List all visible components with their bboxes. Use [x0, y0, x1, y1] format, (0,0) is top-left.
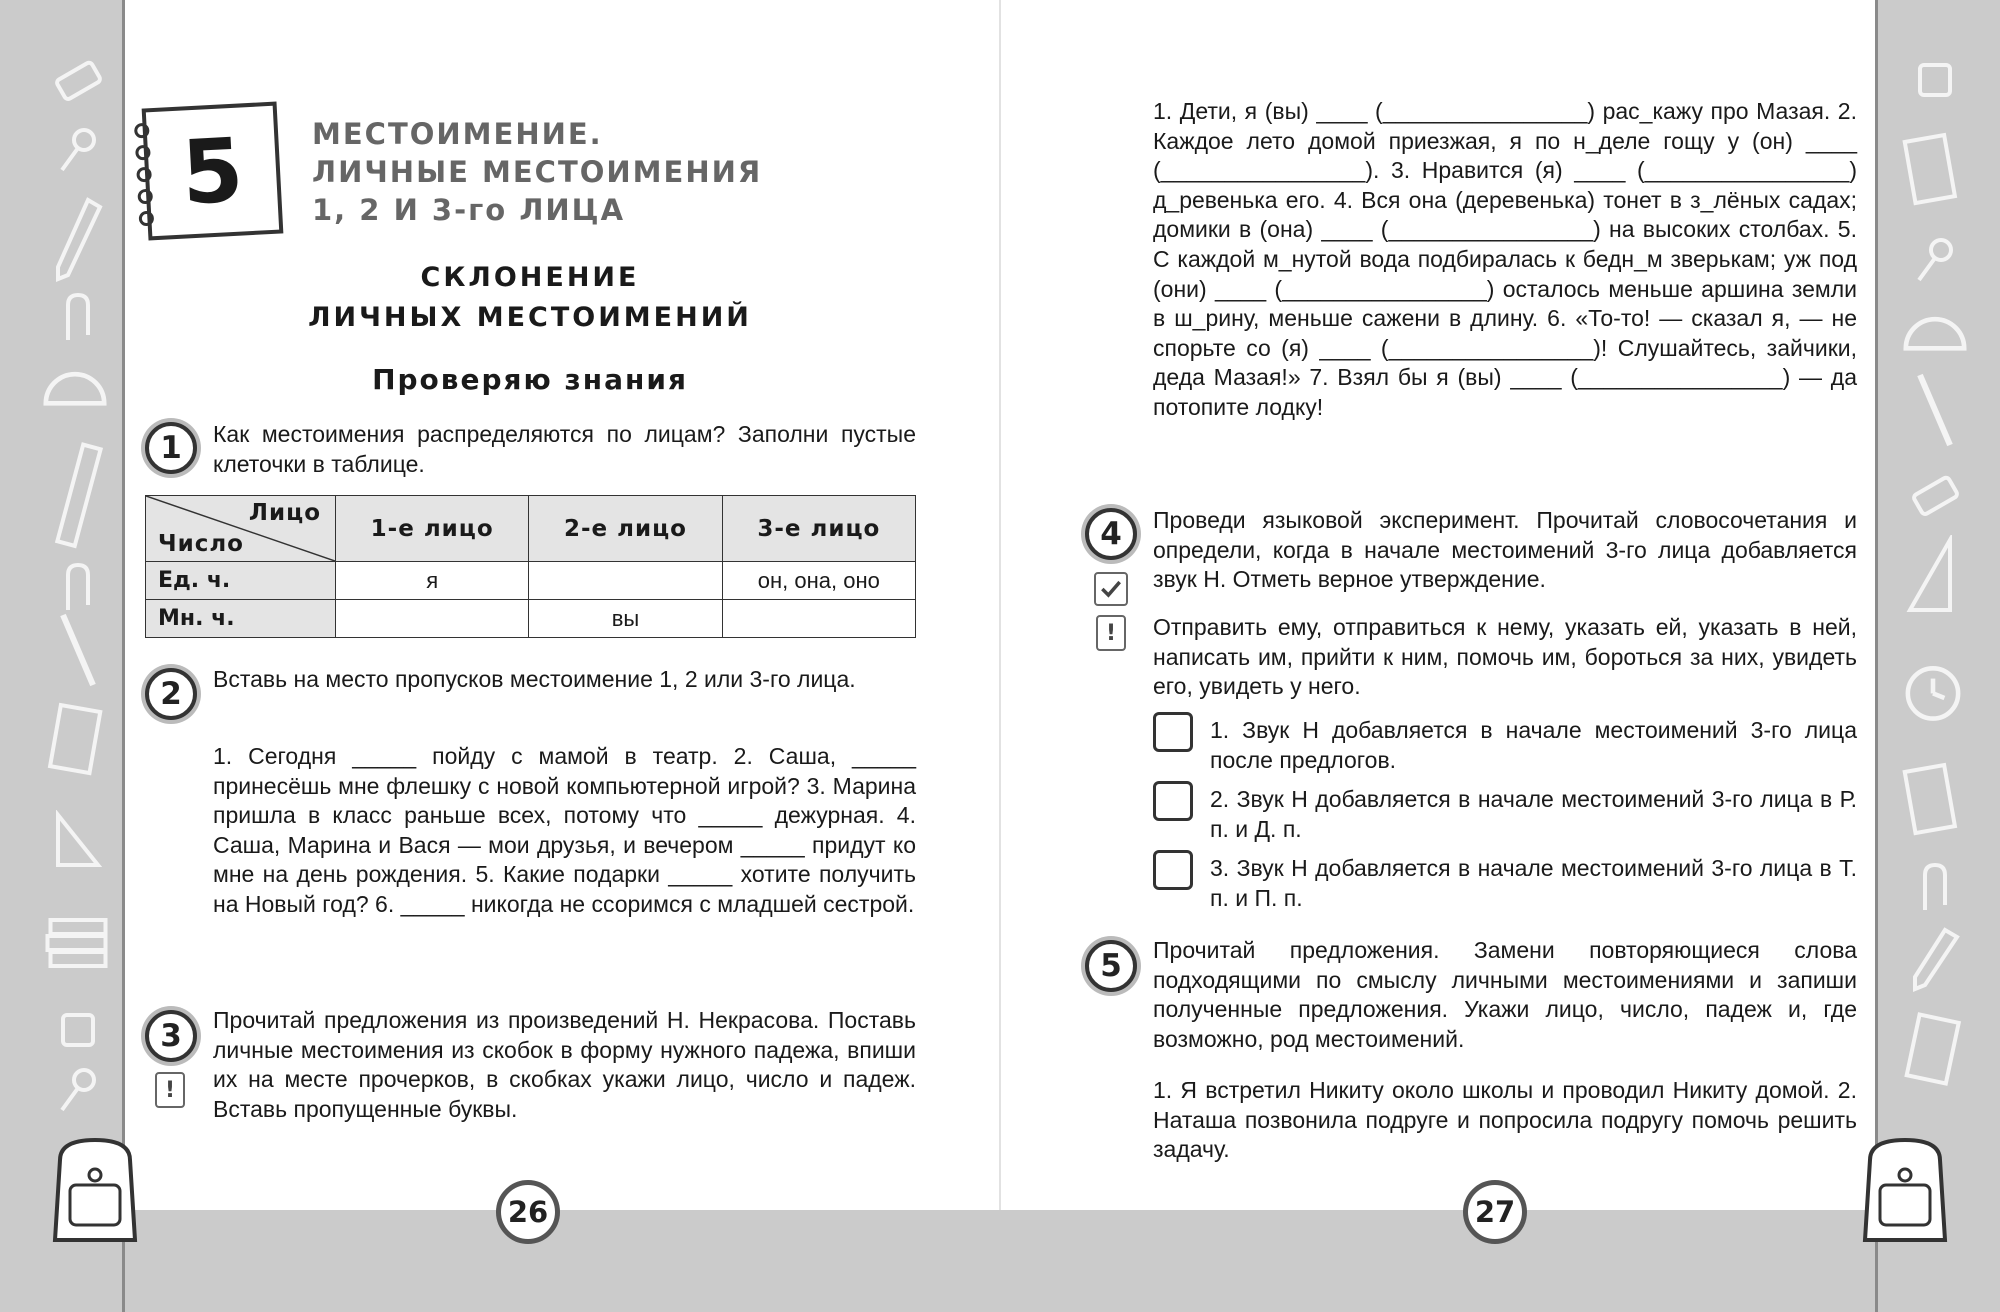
exclamation-icon-2: ! [1096, 615, 1126, 651]
table-corner-cell [146, 496, 336, 562]
table-cell-empty[interactable] [336, 600, 529, 638]
row-label-plural: Мн. ч. [146, 600, 336, 638]
ruler-icon [48, 440, 108, 550]
task5-exercise-text: 1. Я встретил Никиту около школы и проводил Никиту домой. 2. Наташа позвонила подруге и попросила подругу помочь решить задачу. [1153, 1077, 1857, 1163]
eraser-icon-r [1905, 465, 1965, 525]
table-cell-empty[interactable] [722, 600, 915, 638]
page-number-right: 27 [1463, 1180, 1527, 1244]
task2-instruction: Вставь на место пропусков местоимение 1, 2 или 3-го лица. [213, 666, 856, 692]
option-checkbox-1[interactable] [1153, 712, 1193, 752]
task4-examples: Отправить ему, отправиться к нему, указать ей, указать в ней, написать им, прийти к ним, помочь им, бороться за них, увидеть его, увидеть у него. [1153, 614, 1857, 700]
section-title-line-2: ЛИЧНЫХ МЕСТОИМЕНИЙ [308, 302, 752, 333]
sharpener-icon-r [1905, 50, 1965, 110]
notebook-icon [45, 700, 105, 780]
pen-icon-r [1905, 370, 1965, 450]
paperclip-icon [48, 290, 108, 350]
books-icon [40, 910, 115, 970]
task-number-5: 5 [1085, 940, 1137, 992]
sharpener-icon [48, 1000, 108, 1060]
table-cell: он, она, оно [722, 562, 915, 600]
task1-instruction: Как местоимения распределяются по лицам? Заполни пустые клеточки в таблице. [213, 421, 916, 477]
header-1st-person: 1-е лицо [336, 496, 529, 562]
header-2nd-person: 2-е лицо [529, 496, 722, 562]
task3-instruction: Прочитай предложения из произведений Н. Некрасова. Поставь личные местоимения из скобок в форму нужного падежа, впиши их на месте прочерков, в скобках укажи лицо, число и падеж. Вставь пропущенные буквы. [213, 1007, 916, 1122]
chapter-number: 5 [179, 117, 246, 225]
protractor-icon [40, 345, 110, 415]
option-1-text: 1. Звук Н добавляется в начале местоимений 3-го лица после предлогов. [1210, 717, 1857, 773]
book-spine [999, 0, 1001, 1210]
table-row [146, 600, 916, 638]
notebook-icon-r2 [1900, 760, 1960, 840]
task-number-3: 3 [145, 1010, 197, 1062]
page-number-left: 26 [496, 1180, 560, 1244]
task-number-2: 2 [145, 668, 197, 720]
chapter-title-line-1: МЕСТОИМЕНИЕ. [312, 117, 603, 151]
corner-label-number: Число [158, 531, 244, 557]
row-label-singular: Ед. ч. [146, 562, 336, 600]
triangle-ruler-icon [48, 810, 108, 870]
pencil-icon-r [1905, 925, 1965, 995]
task2-exercise-text: 1. Сегодня _____ пойду с мамой в театр. 2. Саша, _____ принесёшь мне флешку с новой компьютерной игрой? 3. Марина пришла в класс раньше всех, потому что _____ дежурная. 4. Саша, Марина и Вася — мои друзья, и вечером _____ придут ко мне на день рождения. 5. Какие подарки _____ хотите получить на Новый год? 6. _____ никогда не ссоримся с младшей сестрой. [213, 743, 916, 917]
pushpin-icon [48, 120, 108, 180]
backpack-icon-right [1850, 1130, 1960, 1250]
table-header-row [146, 496, 916, 562]
table-cell: я [336, 562, 529, 600]
task-number-4: 4 [1085, 508, 1137, 560]
page-bottom-margin [125, 1210, 1875, 1312]
chapter-title [312, 115, 762, 229]
notebook-icon-r [1900, 130, 1960, 210]
section-title-line-1: СКЛОНЕНИЕ [420, 262, 640, 293]
option-checkbox-3[interactable] [1153, 850, 1193, 890]
task3-exercise-text: 1. Дети, я (вы) ____ (________________) рас_кажу про Мазая. 2. Каждое лето домой приезжая, я по н_деле гощу у (он) ____ (________________). 3. Нравится (я) ____ (________________) д_ревенька его. 4. Вся она (деревенька) тонет в з_лёных садах; домики в (она) ____ (________________) на высоких столбах. 5. С каждой м_нутой вода подбиралась к бедн_м зверькам; уж под (они) ____ (________________) осталось меньше аршина земли в ш_рину, меньше сажени в длину. 6. «То-то! — сказал я, — не спорьте со (я) ____ (________________)! Слушайтесь, зайчики, деда Мазая!» 7. Взял бы я (вы) ____ (________________) — да потопите лодку! [1153, 98, 1857, 420]
task-number-1: 1 [145, 422, 197, 474]
backpack-icon-left [40, 1130, 150, 1250]
eraser-icon [48, 50, 108, 110]
spiral-rings-icon [130, 120, 158, 233]
pen-icon [48, 610, 108, 690]
table-row [146, 562, 916, 600]
protractor-icon-r [1900, 290, 1970, 360]
chapter-title-line-3: 1, 2 И 3-го ЛИЦА [312, 193, 626, 227]
table-cell-empty[interactable] [529, 562, 722, 600]
option-checkbox-2[interactable] [1153, 781, 1193, 821]
checkmark-icon [1094, 572, 1128, 606]
pronoun-table [145, 495, 916, 638]
triangle-ruler-icon-r [1900, 535, 1960, 615]
task4-instruction: Проведи языковой эксперимент. Прочитай словосочетания и определи, когда в начале местоимений 3-го лица добавляется звук Н. Отметь верное утверждение. [1153, 507, 1857, 593]
option-2-text: 2. Звук Н добавляется в начале местоимений 3-го лица в Р. п. и Д. п. [1210, 786, 1857, 842]
task5-instruction: Прочитай предложения. Замени повторяющиеся слова подходящими по смыслу личными местоимениями и запиши полученные предложения. Укажи лицо, число, падеж и, где возможно, род местоимений. [1153, 937, 1857, 1052]
pushpin-icon-2 [48, 1060, 108, 1120]
paperclip-icon-r [1905, 860, 1965, 920]
exclamation-icon: ! [155, 1072, 185, 1108]
option-3-text: 3. Звук Н добавляется в начале местоимений 3-го лица в Т. п. и П. п. [1210, 855, 1857, 911]
chapter-title-line-2: ЛИЧНЫЕ МЕСТОИМЕНИЯ [312, 155, 763, 189]
pencil-icon [48, 195, 108, 285]
notebook-icon-r3 [1895, 1010, 1970, 1090]
pushpin-icon-r [1905, 230, 1965, 290]
chapter-number-box [142, 102, 284, 241]
alarm-clock-icon [1898, 650, 1968, 730]
section-title [125, 258, 935, 338]
header-3rd-person: 3-е лицо [722, 496, 915, 562]
table-cell: вы [529, 600, 722, 638]
subtitle: Проверяю знания [372, 363, 688, 396]
corner-label-person: Лицо [248, 500, 321, 526]
